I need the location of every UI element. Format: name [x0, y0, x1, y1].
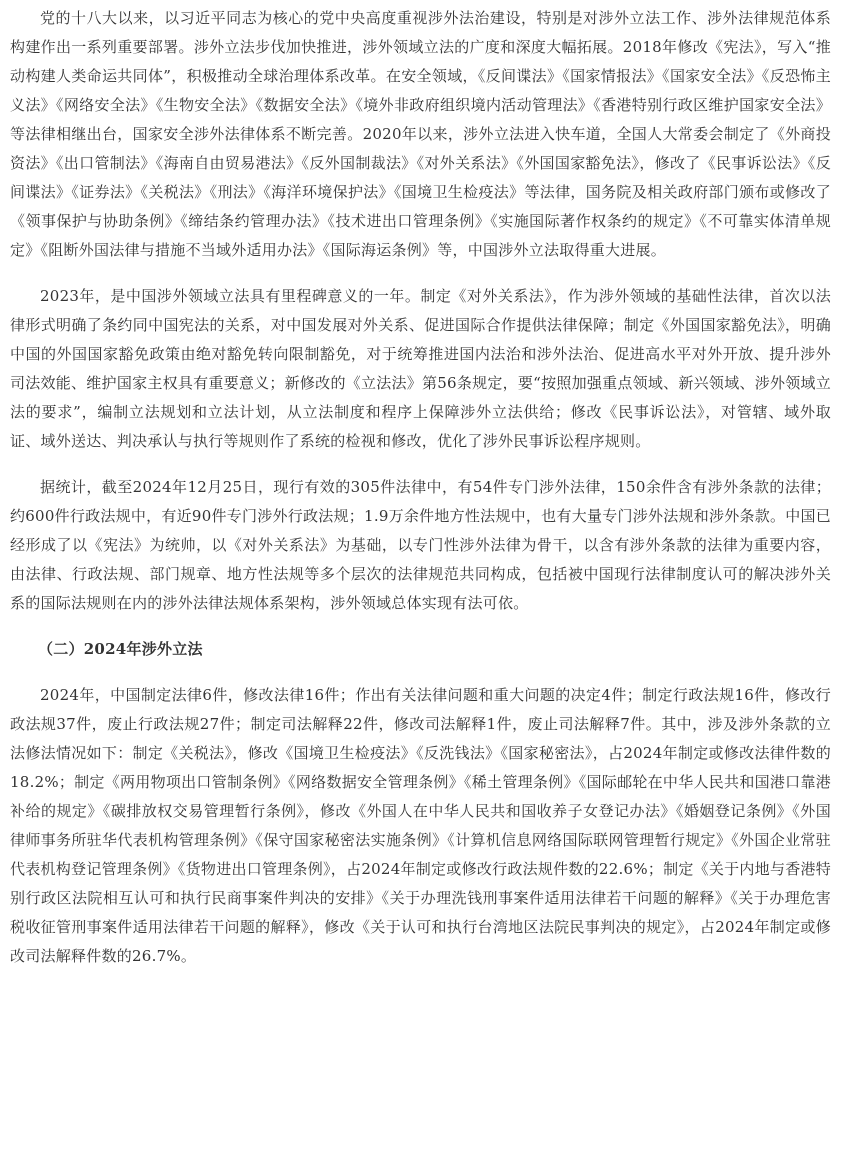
paragraph-2024-legislation: 2024年，中国制定法律6件，修改法律16件；作出有关法律问题和重大问题的决定4件；制定行政法规16件，修改行政法规37件，废止行政法规27件；制定司法解释22件，修改司法解释1件，废止司法解释7件。其中，涉及涉外条款的立法修法情况如下：制定《关税法》，修改《国境卫生检疫法》《反洗钱法》《国家秘密法》，占2024年制定或修改法律件数的18.2%；制定《两用物项出口管制条例》《网络数据安全管理条例》《稀土管理条例》《国际邮轮在中华人民共和国港口靠港补给的规定》《碳排放权交易管理暂行条例》，修改《外国人在中华人民共和国收养子女登记办法》《婚姻登记条例》《外国律师事务所驻华代表机构管理条例》《保守国家秘密法实施条例》《计算机信息网络国际联网管理暂行规定》《外国企业常驻代表机构登记管理条例》《货物进出口管理条例》，占2024年制定或修改行政法规件数的22.6%；制定《关于内地与香港特别行政区法院相互认可和执行民商事案件判决的安排》《关于办理洗钱刑事案件适用法律若干问题的解释》《关于办理危害税收征管刑事案件适用法律若干问题的解释》，修改《关于认可和执行台湾地区法院民事判决的规定》，占2024年制定或修改司法解释件数的26.7%。	[10, 686, 831, 965]
article-body	[10, 4, 831, 988]
paragraph-foreign-legislation-since-18th-congress: 党的十八大以来，以习近平同志为核心的党中央高度重视涉外法治建设，特别是对涉外立法工作、涉外法律规范体系构建作出一系列重要部署。涉外立法步伐加快推进，涉外领域立法的广度和深度大幅拓展。2018年修改《宪法》，写入“推动构建人类命运共同体”，积极推动全球治理体系改革。在安全领域，《反间谍法》《国家情报法》《国家安全法》《反恐怖主义法》《网络安全法》《生物安全法》《数据安全法》《境外非政府组织境内活动管理法》《香港特别行政区维护国家安全法》等法律相继出台，国家安全涉外法律体系不断完善。2020年以来，涉外立法进入快车道，全国人大常委会制定了《外商投资法》《出口管制法》《海南自由贸易港法》《反外国制裁法》《对外关系法》《外国国家豁免法》，修改了《民事诉讼法》《反间谍法》《证券法》《关税法》《刑法》《海洋环境保护法》《国境卫生检疫法》等法律，国务院及相关政府部门颁布或修改了《领事保护与协助条例》《缔结条约管理办法》《技术进出口管理条例》《实施国际著作权条约的规定》《不可靠实体清单规定》《阻断外国法律与措施不当域外适用办法》《国际海运条例》等，中国涉外立法取得重大进展。	[10, 9, 831, 259]
section-heading-2024-foreign-legislation: （二）2024年涉外立法	[38, 640, 203, 658]
paragraph-2023-milestone: 2023年，是中国涉外领域立法具有里程碑意义的一年。制定《对外关系法》，作为涉外领域的基础性法律，首次以法律形式明确了条约同中国宪法的关系，对中国发展对外关系、促进国际合作提供法律保障；制定《外国国家豁免法》，明确中国的外国国家豁免政策由绝对豁免转向限制豁免，对于统筹推进国内法治和涉外法治、促进高水平对外开放、提升涉外司法效能、维护国家主权具有重要意义；新修改的《立法法》第56条规定，要“按照加强重点领域、新兴领域、涉外领域立法的要求”，编制立法规划和立法计划，从立法制度和程序上保障涉外立法供给；修改《民事诉讼法》，对管辖、域外取证、域外送达、判决承认与执行等规则作了系统的检视和修改，优化了涉外民事诉讼程序规则。	[10, 287, 831, 450]
paragraph-statistics: 据统计，截至2024年12月25日，现行有效的305件法律中，有54件专门涉外法律，150余件含有涉外条款的法律；约600件行政法规中，有近90件专门涉外行政法规；1.9万余件地方性法规中，也有大量专门涉外法规和涉外条款。中国已经形成了以《宪法》为统帅，以《对外关系法》为基础，以专门性涉外法律为骨干，以含有涉外条款的法律为重要内容，由法律、行政法规、部门规章、地方性法规等多个层次的法律规范共同构成，包括被中国现行法律制度认可的解决涉外关系的国际法规则在内的涉外法律法规体系架构，涉外领域总体实现有法可依。	[10, 478, 831, 612]
